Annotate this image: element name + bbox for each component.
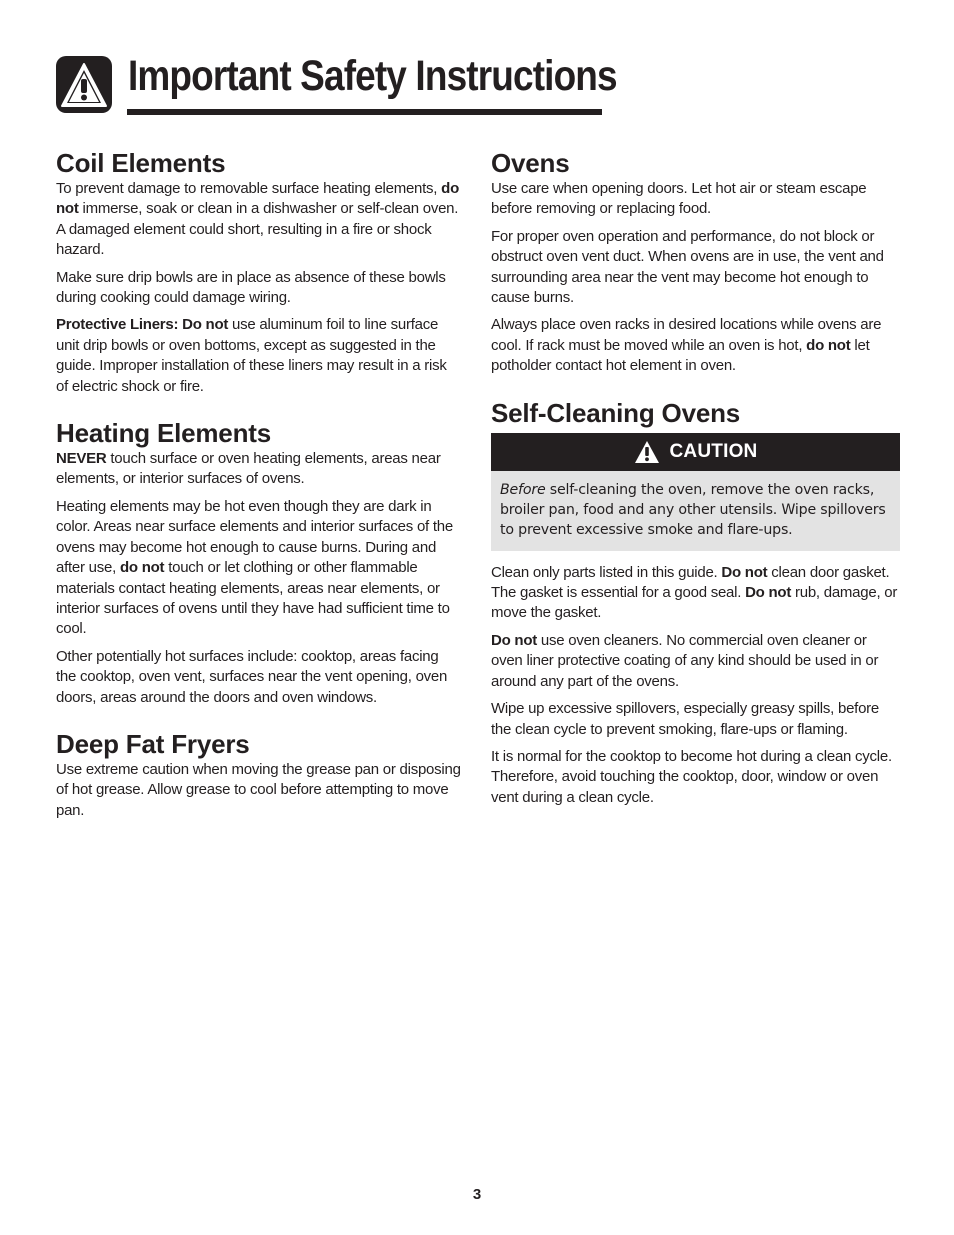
text: touch surface or oven heating elements, areas near elements, or interior surfaces of ovens.	[56, 450, 441, 488]
emphasis: do not	[806, 336, 851, 354]
text: rub, damage, or move the gasket.	[491, 584, 898, 622]
emphasis: Before	[500, 481, 546, 498]
paragraph	[56, 497, 462, 640]
paragraph: Make sure drip bowls are in place as absence of these bowls during cooking could damage wiring.	[56, 268, 446, 307]
paragraph	[491, 631, 900, 692]
paragraph: Other potentially hot surfaces include: cooktop, areas facing the cooktop, oven vent, surfaces near the vent opening, oven doors, areas around the doors and oven windows.	[56, 647, 448, 706]
text: self-cleaning the oven, remove the oven racks, broiler pan, food and any other utensils. Wipe spillovers to prevent excessive smoke and flare-ups.	[500, 481, 886, 538]
page-title: Important Safety Instructions	[128, 52, 617, 100]
emphasis: Do not	[491, 631, 537, 649]
paragraph: Wipe up excessive spillovers, especially greasy spills, before the clean cycle to prevent smoking, flare-ups or flaming.	[491, 700, 880, 738]
caution-text	[491, 471, 900, 551]
title-underline	[127, 109, 602, 115]
text: Always place oven racks in desired locations while ovens are cool. If rack must be moved while an oven is hot,	[491, 316, 882, 354]
section-heading: Deep Fat Fryers	[56, 728, 250, 759]
paragraph	[56, 449, 462, 490]
paragraph	[491, 563, 900, 624]
paragraph	[491, 315, 900, 376]
caution-box	[491, 433, 900, 551]
paragraph: It is normal for the cooktop to become hot during a clean cycle. Therefore, avoid touching the cooktop, door, window or oven vent during a clean cycle.	[491, 747, 892, 806]
section-heading: Self-Cleaning Ovens	[491, 397, 741, 428]
section-self-cleaning-ovens	[491, 397, 900, 808]
text: clean door gasket. The gasket is essential for a good seal.	[491, 563, 890, 602]
text: use oven cleaners. No commercial oven cleaner or oven liner protective coating of any kind should be used in or around any part of the ovens.	[491, 631, 879, 690]
emphasis: Do not	[745, 584, 792, 602]
emphasis: do not	[56, 180, 459, 218]
section-heading: Ovens	[491, 148, 570, 178]
text: immerse, soak or clean in a dishwasher or self-clean oven. A damaged element could short, resulting in a fire or shock hazard.	[56, 200, 459, 259]
text: let potholder contact hot element in oven.	[491, 336, 870, 375]
text: Heating elements may be hot even though they are dark in color. Areas near surface elements and interior surfaces of the ovens may become hot enough to cause burns. During and after use,	[56, 497, 453, 577]
text: touch or let clothing or other flammable materials contact heating elements, areas near elements, or interior surfaces of ovens until they have had sufficient time to cool.	[56, 559, 450, 638]
section-heading: Heating Elements	[56, 418, 271, 449]
warning-triangle-icon	[56, 56, 112, 113]
warning-triangle-icon	[634, 440, 660, 464]
caution-header	[491, 433, 900, 471]
right-column	[491, 147, 900, 828]
paragraph	[56, 315, 462, 397]
page-number: 3	[472, 1186, 482, 1203]
left-column	[56, 147, 462, 841]
paragraph: For proper oven operation and performance, do not block or obstruct oven vent duct. When ovens are in use, the vent and surrounding area near the vent may become hot enough to cause burns.	[491, 227, 884, 307]
emphasis: NEVER	[56, 450, 107, 468]
caution-label: CAUTION	[669, 440, 758, 462]
section-coil-elements	[56, 147, 462, 397]
paragraph: Use extreme caution when moving the grease pan or disposing of hot grease. Allow grease to cool before attempting to move pan.	[56, 760, 461, 819]
text: Clean only parts listed in this guide.	[491, 563, 722, 581]
text: use aluminum foil to line surface unit drip bowls or oven bottoms, except as suggested in the guide. Improper installation of these liners may result in a risk of electric shock or fire.	[56, 316, 447, 395]
section-heading: Coil Elements	[56, 148, 226, 178]
section-heating-elements	[56, 417, 462, 708]
section-ovens	[491, 147, 900, 377]
text: To prevent damage to removable surface heating elements,	[56, 180, 442, 197]
page-header	[56, 52, 617, 116]
emphasis: Protective Liners: Do not	[56, 316, 229, 334]
paragraph: Use care when opening doors. Let hot air or steam escape before removing or replacing food.	[491, 180, 867, 218]
emphasis: do not	[119, 559, 165, 577]
section-deep-fat-fryers	[56, 728, 462, 821]
paragraph	[56, 179, 462, 261]
emphasis: Do not	[721, 563, 768, 581]
